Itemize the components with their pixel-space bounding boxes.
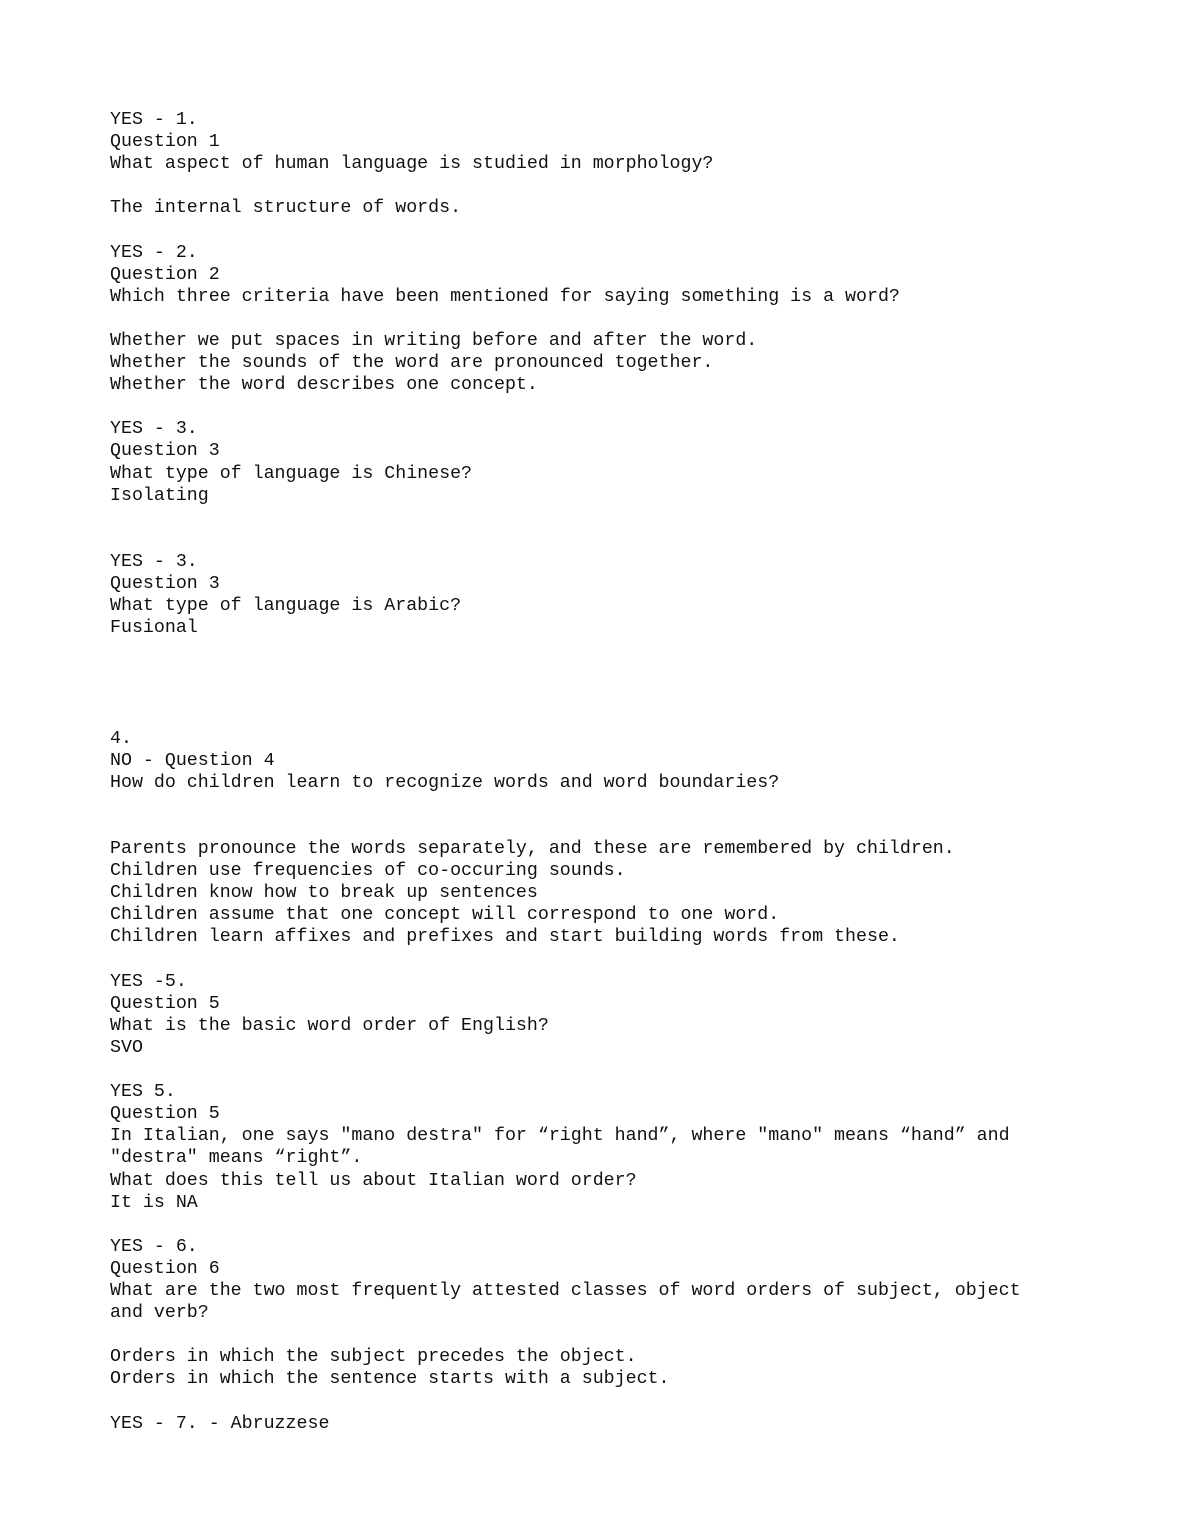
answer-text: The internal structure of words. <box>110 198 462 219</box>
block-spacer <box>110 529 1170 551</box>
question-text: What is the basic word order of English? <box>110 1015 549 1036</box>
answer-text: SVO <box>110 1037 143 1058</box>
question-block-6 <box>110 971 1170 1059</box>
question-number: Question 5 <box>110 993 220 1014</box>
status-line: YES - 2. <box>110 242 198 263</box>
question-number: NO - Question 4 <box>110 750 275 771</box>
blank-line <box>110 175 1170 197</box>
status-line: 4. <box>110 728 132 749</box>
status-line: YES 5. <box>110 1082 176 1103</box>
answer-text: Children assume that one concept will correspond to one word. <box>110 905 780 926</box>
status-line: YES - 6. <box>110 1236 198 1257</box>
question-number: Question 5 <box>110 1104 220 1125</box>
block-spacer <box>110 949 1170 971</box>
answer-text: Orders in which the subject precedes the object. <box>110 1347 637 1368</box>
question-text: What are the two most frequently attested classes of word orders of subject, object <box>110 1280 1021 1301</box>
answer-text: Children use frequencies of co-occuring sounds. <box>110 861 626 882</box>
question-number: Question 3 <box>110 573 220 594</box>
blank-line <box>110 794 1170 816</box>
answer-text: It is NA <box>110 1192 198 1213</box>
question-number: Question 2 <box>110 264 220 285</box>
blank-line <box>110 1324 1170 1346</box>
block-spacer <box>110 1390 1170 1412</box>
block-spacer <box>110 683 1170 705</box>
status-line: YES - 3. <box>110 419 198 440</box>
answer-text: Children know how to break up sentences <box>110 883 538 904</box>
answer-text: Whether the word describes one concept. <box>110 375 538 396</box>
answer-text: Whether we put spaces in writing before and after the word. <box>110 330 758 351</box>
answer-text: Whether the sounds of the word are pronounced together. <box>110 353 714 374</box>
answer-text: Isolating <box>110 485 209 506</box>
question-block-1 <box>110 109 1170 219</box>
question-number: Question 1 <box>110 132 220 153</box>
question-block-4 <box>110 551 1170 639</box>
answer-text: Parents pronounce the words separately, and these are remembered by children. <box>110 839 955 860</box>
status-line: YES - 3. <box>110 551 198 572</box>
question-text: What type of language is Arabic? <box>110 596 462 617</box>
block-spacer <box>110 396 1170 418</box>
answer-text: Children learn affixes and prefixes and start building words from these. <box>110 927 900 948</box>
question-text: and verb? <box>110 1303 209 1324</box>
question-text: In Italian, one says "mano destra" for “right hand”, where "mano" means “hand” and <box>110 1126 1010 1147</box>
status-line: YES - 1. <box>110 110 198 130</box>
status-line: YES - 7. - Abruzzese <box>110 1413 330 1434</box>
block-spacer <box>110 1214 1170 1236</box>
question-text: Which three criteria have been mentioned for saying something is a word? <box>110 286 900 307</box>
question-text: What type of language is Chinese? <box>110 463 473 484</box>
question-block-9 <box>110 1413 1170 1435</box>
document-page <box>110 109 1170 1435</box>
question-block-5 <box>110 728 1170 949</box>
block-spacer <box>110 661 1170 683</box>
blank-line <box>110 816 1170 838</box>
question-block-2 <box>110 242 1170 397</box>
status-line: YES -5. <box>110 971 187 992</box>
blank-line <box>110 308 1170 330</box>
question-number: Question 3 <box>110 441 220 462</box>
block-spacer <box>110 706 1170 728</box>
block-spacer <box>110 219 1170 241</box>
block-spacer <box>110 1059 1170 1081</box>
block-spacer <box>110 639 1170 661</box>
question-text: What aspect of human language is studied in morphology? <box>110 154 714 175</box>
answer-text: Orders in which the sentence starts with a subject. <box>110 1369 670 1390</box>
question-number: Question 6 <box>110 1258 220 1279</box>
question-text: What does this tell us about Italian word order? <box>110 1170 637 1191</box>
question-text: How do children learn to recognize words and word boundaries? <box>110 772 780 793</box>
question-block-7 <box>110 1081 1170 1214</box>
question-text: "destra" means “right”. <box>110 1148 363 1169</box>
block-spacer <box>110 507 1170 529</box>
question-block-3 <box>110 418 1170 506</box>
answer-text: Fusional <box>110 618 198 639</box>
question-block-8 <box>110 1236 1170 1391</box>
